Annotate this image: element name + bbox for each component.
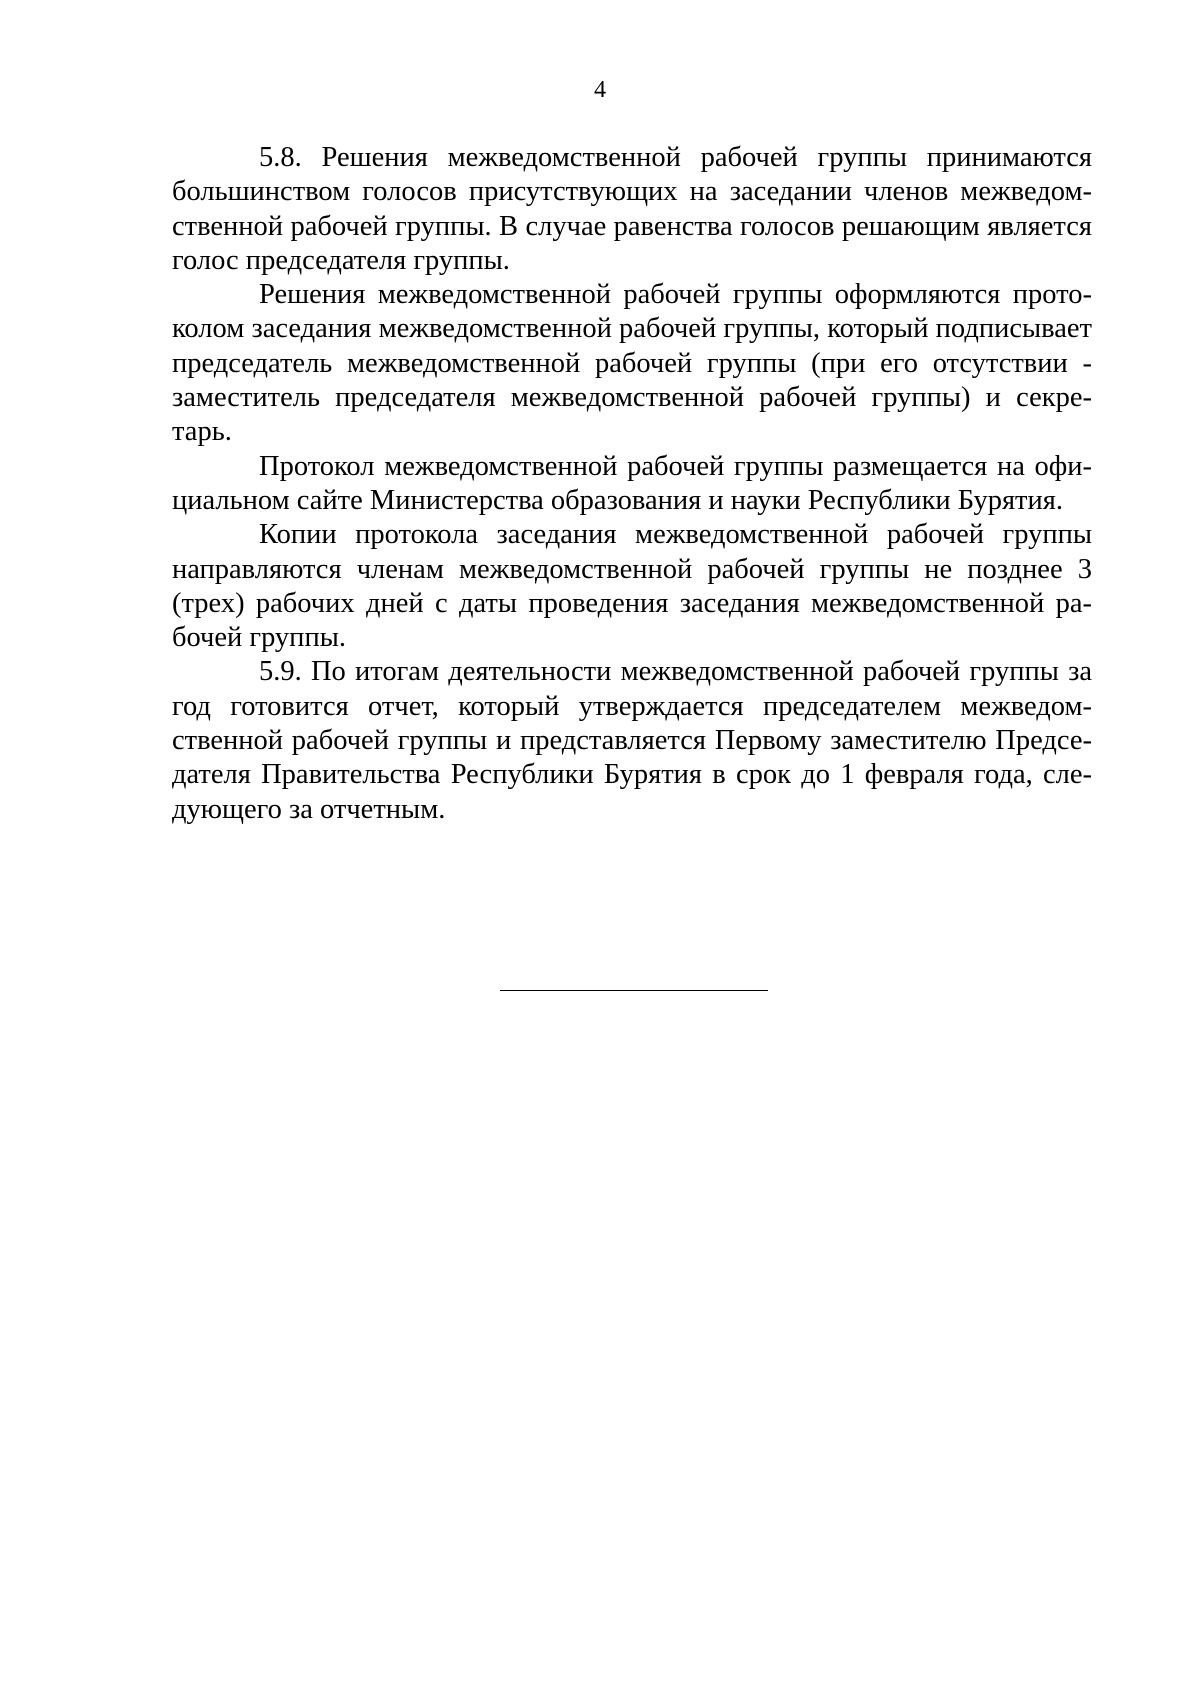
paragraph-protocol-signing: Решения межведомственной рабочей группы оформляются протоколом заседания межведомственной рабочей группы, который подписывает председатель межведомственной рабочей группы (при его отсутствии - заместитель председателя межведомственной рабочей группы) и секретарь. (172, 279, 1092, 448)
closing-divider-line (500, 990, 768, 991)
paragraph-5-9: 5.9. По итогам деятельности межведомственной рабочей группы за год готовится отчет, который утверждается председателем межведомственной рабочей группы и представляется Первому заместителю Председателя Правительства Республики Бурятия в срок до 1 февраля года, следующего за отчетным. (172, 656, 1092, 825)
paragraph-5-8: 5.8. Решения межведомственной рабочей группы принимаются большинством голосов присутствующих на заседании членов межведомственной рабочей группы. В случае равенства голосов решающим является голос председателя группы. (172, 142, 1092, 276)
page-number: 4 (594, 77, 606, 103)
document-body (172, 141, 1092, 827)
paragraph-protocol-copies: Копии протокола заседания межведомственной рабочей группы направляются членам межведомственной рабочей группы не позднее 3 (трех) рабочих дней с даты проведения заседания межведомственной рабочей группы. (172, 519, 1092, 654)
paragraph-protocol-publication: Протокол межведомственной рабочей группы размещается на официальном сайте Министерства образования и науки Республики Бурятия. (172, 450, 1092, 516)
